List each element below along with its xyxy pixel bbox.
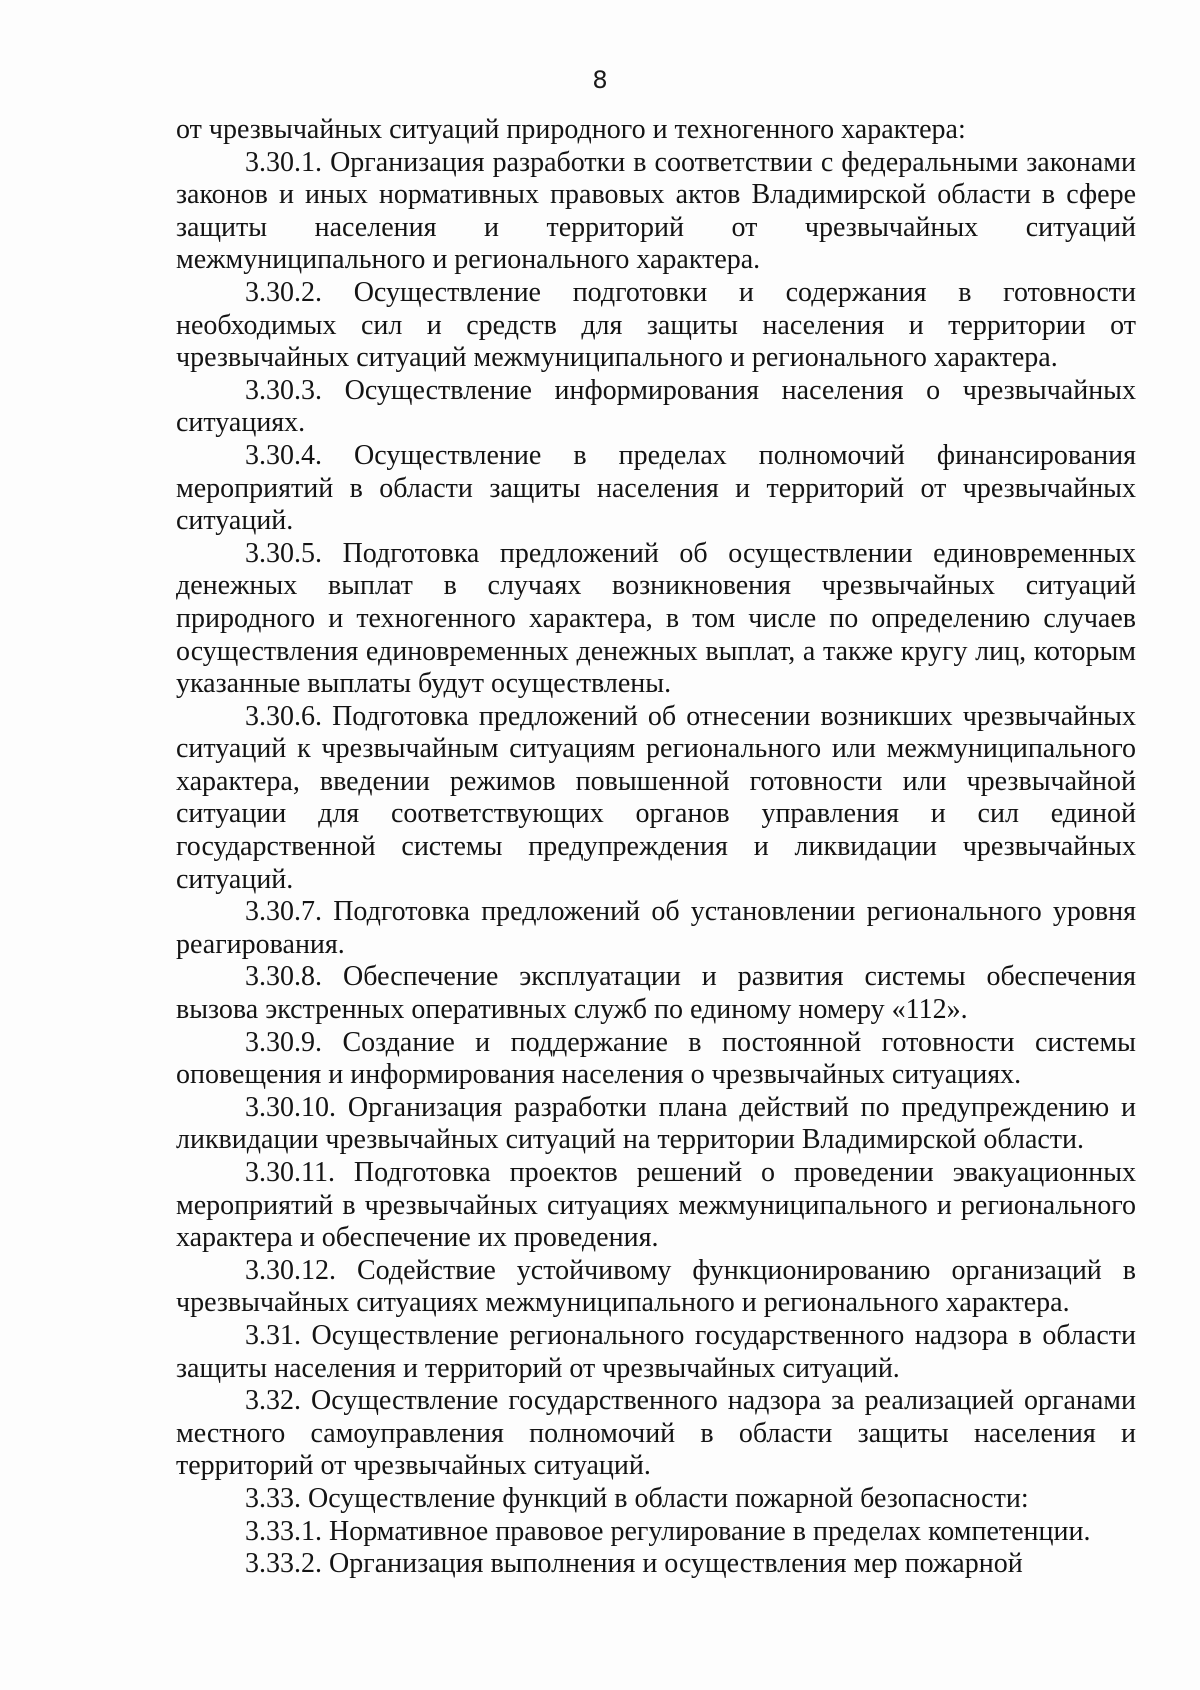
- paragraph-3-30-8: 3.30.8. Обеспечение эксплуатации и развития системы обеспечения вызова экстренных оперативных служб по единому номеру «112».: [176, 961, 1136, 1026]
- paragraph-3-30-1: 3.30.1. Организация разработки в соответствии с федеральными законами законов и иных нормативных правовых актов Владимирской области в сфере защиты населения и территорий от чрезвычайных ситуаций межмуниципального и регионального характера.: [176, 146, 1136, 276]
- paragraph-3-30-6: 3.30.6. Подготовка предложений об отнесении возникших чрезвычайных ситуаций к чрезвычайным ситуациям регионального или межмуниципального характера, введении режимов повышенной готовности или чрезвычайной ситуации для соответствующих органов управления и сил единой государственной системы предупреждения и ликвидации чрезвычайных ситуаций.: [176, 700, 1136, 895]
- paragraph-3-30-3: 3.30.3. Осуществление информирования населения о чрезвычайных ситуациях.: [176, 374, 1136, 439]
- paragraph-3-30-9: 3.30.9. Создание и поддержание в постоянной готовности системы оповещения и информирования населения о чрезвычайных ситуациях.: [176, 1026, 1136, 1091]
- paragraph-3-30-11: 3.30.11. Подготовка проектов решений о проведении эвакуационных мероприятий в чрезвычайных ситуациях межмуниципального и регионального характера и обеспечение их проведения.: [176, 1157, 1136, 1254]
- paragraph-3-33-2: 3.33.2. Организация выполнения и осуществления мер пожарной: [245, 1548, 1023, 1580]
- document-body: [176, 114, 1136, 1581]
- paragraph-3-30-12: 3.30.12. Содействие устойчивому функционированию организаций в чрезвычайных ситуациях межмуниципального и регионального характера.: [176, 1254, 1136, 1319]
- page-number: 8: [592, 66, 608, 94]
- paragraph-3-31: 3.31. Осуществление регионального государственного надзора в области защиты населения и территорий от чрезвычайных ситуаций.: [176, 1319, 1136, 1384]
- paragraph-3-30-4: 3.30.4. Осуществление в пределах полномочий финансирования мероприятий в области защиты населения и территорий от чрезвычайных ситуаций.: [176, 439, 1136, 537]
- paragraph-3-33-1: 3.33.1. Нормативное правовое регулирование в пределах компетенции.: [245, 1515, 1091, 1547]
- paragraph-3-30-2: 3.30.2. Осуществление подготовки и содержания в готовности необходимых сил и средств для защиты населения и территории от чрезвычайных ситуаций межмуниципального и регионального характера.: [176, 276, 1136, 374]
- paragraph-3-32: 3.32. Осуществление государственного надзора за реализацией органами местного самоуправления полномочий в области защиты населения и территорий от чрезвычайных ситуаций.: [176, 1385, 1136, 1482]
- paragraph-3-30-10: 3.30.10. Организация разработки плана действий по предупреждению и ликвидации чрезвычайных ситуаций на территории Владимирской области.: [176, 1091, 1136, 1156]
- paragraph-3-33: 3.33. Осуществление функций в области пожарной безопасности:: [245, 1482, 1029, 1514]
- paragraph-3-30-7: 3.30.7. Подготовка предложений об установлении регионального уровня реагирования.: [176, 896, 1136, 960]
- paragraph-continuation: от чрезвычайных ситуаций природного и техногенного характера:: [176, 114, 966, 145]
- paragraph-3-30-5: 3.30.5. Подготовка предложений об осуществлении единовременных денежных выплат в случаях возникновения чрезвычайных ситуаций природного и техногенного характера, в том числе по определению случаев осуществления единовременных денежных выплат, а также кругу лиц, которым указанные выплаты будут осуществлены.: [176, 537, 1136, 700]
